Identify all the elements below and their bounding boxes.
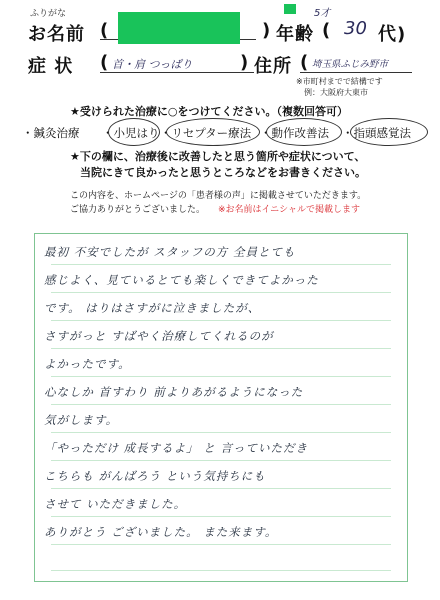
symptom-value: 首・肩 つっぱり [112, 58, 193, 71]
age-value: 30 [344, 18, 367, 39]
rule-line [51, 570, 391, 571]
consent-line-1: この内容を、ホームページの「患者様の声」に掲載させていただきます。 [70, 191, 367, 201]
age-value-top: 5才 [314, 8, 331, 19]
rule-line [51, 432, 391, 433]
symptom-open-paren: ( [100, 52, 110, 73]
instructions-line-2: 当院にきて良かったと思うところなどをお書きください。 [80, 166, 366, 179]
age-open-paren: ( [322, 20, 332, 41]
treatment-pediatric-circle [108, 118, 160, 146]
message-line: 最初 不安でしたが スタッフの方 全員とても [44, 245, 296, 259]
message-line: 心なしか 首すわり 前よりあがるようになった [44, 385, 304, 399]
message-line: こちらも がんばろう という気持ちにも [44, 469, 266, 483]
age-label: 年齢 [276, 24, 314, 45]
rule-line [51, 460, 391, 461]
rule-line [51, 292, 391, 293]
name-open-paren: ( [100, 20, 110, 41]
address-label: 住所 [254, 56, 292, 77]
treatment-fingertip-circle [350, 118, 428, 146]
consent-initials-note: ※お名前はイニシャルで掲載します [218, 205, 361, 215]
treatment-receptor: ・リセプター療法 [160, 126, 252, 140]
name-redaction [118, 12, 240, 44]
treatment-pediatric: ・小児はり [102, 126, 160, 140]
treatments-heading: ★受けられた治療に○をつけてください。（複数回答可） [70, 105, 348, 118]
rule-line [51, 404, 391, 405]
message-line: ありがとう ございました。 また来ます。 [44, 525, 278, 539]
instructions-line-1: ★下の欄に、治療後に改善したと思う箇所や症状について、 [70, 150, 366, 163]
rule-line [51, 544, 391, 545]
address-value: 埼玉県ふじみ野市 [312, 59, 389, 70]
message-line: 気がします。 [44, 413, 119, 427]
address-underline [300, 72, 412, 73]
rule-line [51, 264, 391, 265]
symptom-close-paren: ) [240, 52, 250, 73]
treatment-movement: ・動作改善法 [260, 126, 329, 140]
name-close-paren: ) [262, 20, 272, 41]
treatment-movement-circle [266, 118, 342, 146]
symptom-label: 症 状 [28, 56, 74, 77]
treatment-fingertip: ・指頭感覚法 [342, 126, 411, 140]
rule-line [51, 376, 391, 377]
age-furigana-redaction [284, 4, 296, 14]
age-suffix: 代) [378, 24, 407, 45]
address-note-2: 例：大阪府大東市 [304, 88, 368, 97]
rule-line [51, 320, 391, 321]
rule-line [51, 348, 391, 349]
consent-line-2: ご協力ありがとうございました。 [70, 205, 206, 215]
rule-line [51, 516, 391, 517]
address-note-1: ※市町村までで結構です [296, 77, 383, 86]
furigana-label: ふりがな [30, 9, 67, 19]
symptom-underline [100, 72, 254, 73]
message-line: 「やっただけ 成長するよ」 と 言っていただき [44, 441, 308, 455]
rule-line [51, 488, 391, 489]
name-label: お名前 [28, 24, 85, 45]
message-line: させて いただきました。 [44, 497, 187, 511]
message-line: さすがっと すばやく治療してくれるのが [44, 329, 274, 343]
address-open-paren: ( [300, 52, 310, 73]
treatment-acupuncture: ・鍼灸治療 [22, 126, 80, 140]
treatment-receptor-circle [166, 118, 260, 146]
message-line: 感じよく、見ているとても楽しくできてよかった [44, 273, 319, 287]
message-line: です。 はりはさすがに泣きましたが、 [44, 301, 261, 315]
message-line: よかったです。 [44, 357, 131, 371]
